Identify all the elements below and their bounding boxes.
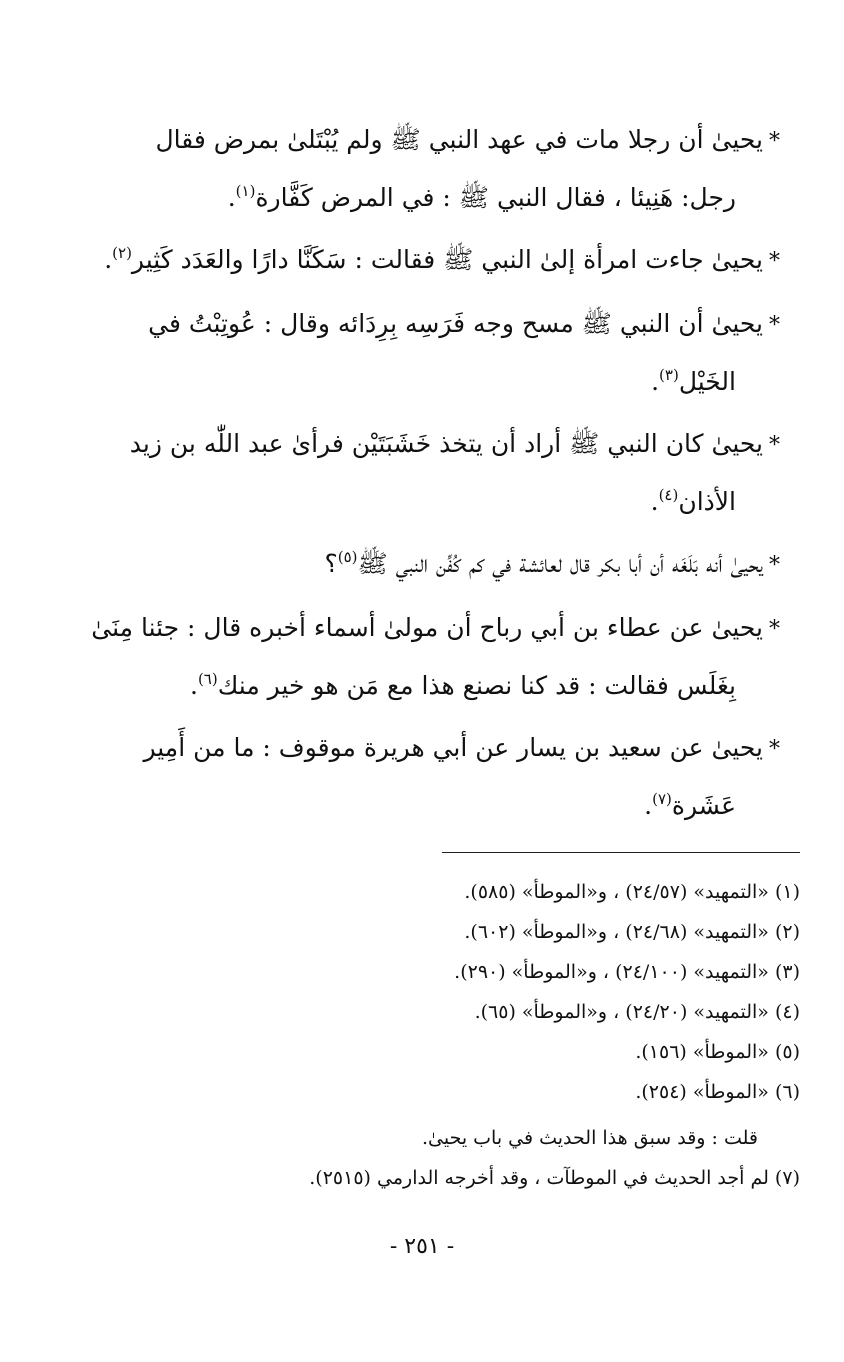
entry-end: . xyxy=(227,183,236,212)
entry-line: يحيىٰ أنه بَلَغَه أن أبا بكر قال لعائشة في كم كُفِّن النبي ﷺ xyxy=(357,549,763,578)
main-text xyxy=(60,112,780,840)
entry-end: . xyxy=(644,791,653,820)
entry-line: يحيىٰ جاءت امرأة إلىٰ النبي ﷺ فقالت : سَكَنَّا دارًا والعَدَد كَثِير xyxy=(131,245,763,274)
footnote-item: (٢) «التمهيد» (٢٤/٦٨) ، و«الموطأ» (٦٠٢). xyxy=(464,921,800,943)
entry-line: يحيىٰ عن عطاء بن أبي رباح أن مولىٰ أسماء أخبره قال : جئنا مِنَىٰ xyxy=(91,613,763,642)
footnote-ref[interactable]: (٣) xyxy=(659,366,679,384)
star-bullet: * xyxy=(769,617,780,642)
entry-line: عَشَرة xyxy=(671,791,736,820)
entry-line: يحيىٰ كان النبي ﷺ أراد أن يتخذ خَشَبَتَيْن فرأىٰ عبد اللّٰه بن زيد xyxy=(129,429,763,458)
footnote-item: (٣) «التمهيد» (٢٤/١٠٠) ، و«الموطأ» (٢٩٠). xyxy=(454,961,800,983)
footnote-item: (٤) «التمهيد» (٢٤/٢٠) ، و«الموطأ» (٦٥). xyxy=(474,1001,800,1023)
star-bullet: * xyxy=(769,433,780,458)
hadith-entry xyxy=(60,536,780,594)
entry-end: . xyxy=(104,245,113,274)
entry-line: يحيىٰ أن النبي ﷺ مسح وجه فَرَسِه بِرِدَائه وقال : عُوتِبْتُ في xyxy=(148,309,763,338)
star-bullet: * xyxy=(769,313,780,338)
footnote-item: (٧) لم أجد الحديث في الموطآت ، وقد أخرجه الدارمي (٢٥١٥). xyxy=(309,1167,800,1189)
star-bullet: * xyxy=(769,129,780,154)
footnote-item: (٥) «الموطأ» (١٥٦). xyxy=(635,1041,800,1063)
footnote-item: (٦) «الموطأ» (٢٥٤). xyxy=(635,1081,800,1103)
entry-line: الخَيْل xyxy=(678,367,736,396)
entry-line: يحيىٰ عن سعيد بن يسار عن أبي هريرة موقوف : ما من أَمِير xyxy=(143,733,763,762)
footnote-ref[interactable]: (٢) xyxy=(112,244,132,262)
entry-end: . xyxy=(189,671,198,700)
hadith-entry xyxy=(60,600,780,714)
entry-end: ؟ xyxy=(324,549,338,578)
star-bullet: * xyxy=(769,249,780,274)
footnote-note: قلت : وقد سبق هذا الحديث في باب يحيىٰ. xyxy=(421,1127,758,1149)
hadith-entry xyxy=(60,416,780,530)
entry-line: بِغَلَس فقالت : قد كنا نصنع هذا مع مَن هو خير منك xyxy=(217,671,736,700)
entry-end: . xyxy=(651,367,660,396)
entry-line: رجل: هَنِيئا ، فقال النبي ﷺ : في المرض كَفَّارة xyxy=(255,183,736,212)
entry-line: الأذان xyxy=(678,487,736,516)
footnote-ref[interactable]: (٦) xyxy=(197,670,218,688)
star-bullet: * xyxy=(769,737,780,762)
footnote-divider xyxy=(442,852,800,853)
entry-end: . xyxy=(650,487,659,516)
hadith-entry xyxy=(60,112,780,226)
footnote-ref[interactable]: (٧) xyxy=(652,790,672,808)
page-number: - ٢٥١ - xyxy=(389,1234,455,1259)
footnote-item: (١) «التمهيد» (٢٤/٥٧) ، و«الموطأ» (٥٨٥). xyxy=(464,881,800,903)
footnotes xyxy=(80,872,800,1198)
hadith-entry xyxy=(60,232,780,290)
hadith-entry xyxy=(60,296,780,410)
hadith-entry xyxy=(60,720,780,834)
footnote-ref[interactable]: (٤) xyxy=(658,486,679,504)
footnote-ref[interactable]: (٥) xyxy=(337,548,358,566)
star-bullet: * xyxy=(769,553,780,578)
entry-line: يحيىٰ أن رجلا مات في عهد النبي ﷺ ولم يُبْتَلىٰ بمرض فقال xyxy=(155,125,763,154)
footnote-ref[interactable]: (١) xyxy=(235,182,256,200)
